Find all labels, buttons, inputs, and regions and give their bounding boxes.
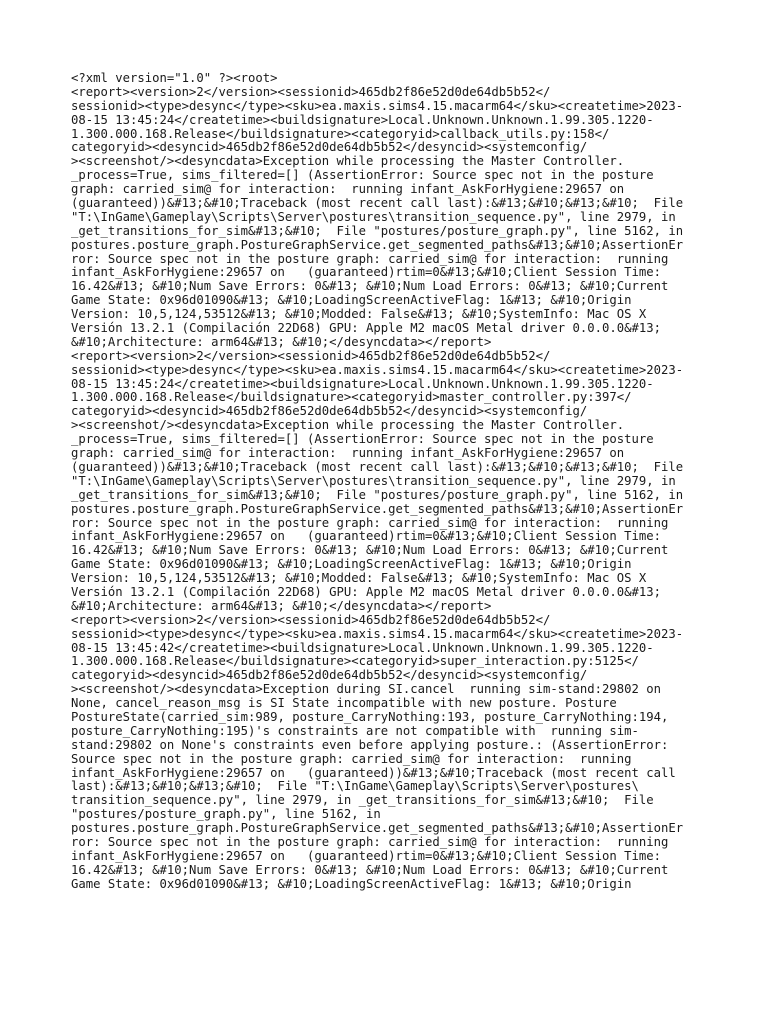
text-line: sessionid><type>desync</type><sku>ea.maxis.sims4.15.macarm64</sku><createtime>2023-	[71, 98, 684, 113]
text-line: 1.300.000.168.Release</buildsignature><categoryid>callback_utils.py:158</	[71, 126, 610, 141]
text-line: ><screenshot/><desyncdata>Exception during SI.cancel running sim-stand:29802 on	[71, 682, 662, 697]
text-line: infant_AskForHygiene:29657 on (guaranteed)rtim=0&#13;&#10;Client Session Time:	[71, 529, 662, 544]
text-line: _process=True, sims_filtered=[] (AssertionError: Source spec not in the posture	[71, 432, 654, 447]
text-line: <report><version>2</version><sessionid>465db2f86e52d0de64db5b52</	[71, 612, 551, 627]
text-line: "T:\InGame\Gameplay\Scripts\Server\postures\transition_sequence.py", line 2979, in	[71, 473, 676, 488]
document-page	[71, 72, 711, 892]
text-line: graph: carried_sim@ for interaction: running infant_AskForHygiene:29657 on	[71, 446, 625, 461]
text-line: sessionid><type>desync</type><sku>ea.maxis.sims4.15.macarm64</sku><createtime>2023-	[71, 362, 684, 377]
text-line: infant_AskForHygiene:29657 on (guaranteed)rtim=0&#13;&#10;Client Session Time:	[71, 265, 662, 280]
text-line: _get_transitions_for_sim&#13;&#10; File "postures/posture_graph.py", line 5162, in	[71, 487, 684, 502]
text-line: 16.42&#13; &#10;Num Save Errors: 0&#13; &#10;Num Load Errors: 0&#13; &#10;Current	[71, 279, 669, 294]
text-line: ><screenshot/><desyncdata>Exception while processing the Master Controller.	[71, 154, 625, 169]
text-line: <report><version>2</version><sessionid>465db2f86e52d0de64db5b52</	[71, 348, 551, 363]
text-line: 1.300.000.168.Release</buildsignature><categoryid>super_interaction.py:5125</	[71, 654, 639, 669]
text-line: categoryid><desyncid>465db2f86e52d0de64db5b52</desyncid><systemconfig/	[71, 140, 588, 155]
text-line: 1.300.000.168.Release</buildsignature><categoryid>master_controller.py:397</	[71, 390, 632, 405]
text-line: Versión 13.2.1 (Compilación 22D68) GPU: Apple M2 macOS Metal driver 0.0.0.0&#13;	[71, 321, 662, 336]
text-line: infant_AskForHygiene:29657 on (guaranteed))&#13;&#10;Traceback (most recent call	[71, 765, 676, 780]
text-line: PostureState(carried_sim:989, posture_CarryNothing:193, posture_CarryNothing:194,	[71, 709, 669, 724]
text-line: Game State: 0x96d01090&#13; &#10;LoadingScreenActiveFlag: 1&#13; &#10;Origin	[71, 876, 632, 891]
text-line: "postures/posture_graph.py", line 5162, in	[71, 807, 381, 822]
text-line: "T:\InGame\Gameplay\Scripts\Server\postures\transition_sequence.py", line 2979, in	[71, 209, 676, 224]
text-line: &#10;Architecture: arm64&#13; &#10;</desyncdata></report>	[71, 334, 492, 349]
text-line: transition_sequence.py", line 2979, in _get_transitions_for_sim&#13;&#10; File	[71, 793, 654, 808]
text-line: ror: Source spec not in the posture graph: carried_sim@ for interaction: running	[71, 834, 669, 849]
text-line: ><screenshot/><desyncdata>Exception while processing the Master Controller.	[71, 418, 625, 433]
text-line: <?xml version="1.0" ?><root>	[71, 71, 278, 85]
text-line: <report><version>2</version><sessionid>465db2f86e52d0de64db5b52</	[71, 84, 551, 99]
text-line: 08-15 13:45:24</createtime><buildsignature>Local.Unknown.Unknown.1.99.305.1220-	[71, 112, 654, 127]
text-line: 16.42&#13; &#10;Num Save Errors: 0&#13; &#10;Num Load Errors: 0&#13; &#10;Current	[71, 862, 669, 877]
text-line: 08-15 13:45:42</createtime><buildsignature>Local.Unknown.Unknown.1.99.305.1220-	[71, 640, 654, 655]
text-line: sessionid><type>desync</type><sku>ea.maxis.sims4.15.macarm64</sku><createtime>2023-	[71, 626, 684, 641]
text-line: stand:29802 on None's constraints even before applying posture.: (AssertionError:	[71, 737, 669, 752]
text-line: postures.posture_graph.PostureGraphService.get_segmented_paths&#13;&#10;AssertionEr	[71, 501, 684, 516]
text-line: 16.42&#13; &#10;Num Save Errors: 0&#13; &#10;Num Load Errors: 0&#13; &#10;Current	[71, 543, 669, 558]
text-line: categoryid><desyncid>465db2f86e52d0de64db5b52</desyncid><systemconfig/	[71, 404, 588, 419]
text-line: (guaranteed))&#13;&#10;Traceback (most recent call last):&#13;&#10;&#13;&#10; File	[71, 196, 684, 211]
text-line: None, cancel_reason_msg is SI State incompatible with new posture. Posture	[71, 696, 617, 711]
text-line: Version: 10,5,124,53512&#13; &#10;Modded: False&#13; &#10;SystemInfo: Mac OS X	[71, 571, 647, 586]
text-line: posture_CarryNothing:195)'s constraints are not compatible with running sim-	[71, 723, 639, 738]
text-line: 08-15 13:45:24</createtime><buildsignature>Local.Unknown.Unknown.1.99.305.1220-	[71, 376, 654, 391]
text-line: infant_AskForHygiene:29657 on (guaranteed)rtim=0&#13;&#10;Client Session Time:	[71, 848, 662, 863]
text-line: Game State: 0x96d01090&#13; &#10;LoadingScreenActiveFlag: 1&#13; &#10;Origin	[71, 293, 632, 308]
text-line: postures.posture_graph.PostureGraphService.get_segmented_paths&#13;&#10;AssertionEr	[71, 237, 684, 252]
text-line: &#10;Architecture: arm64&#13; &#10;</desyncdata></report>	[71, 598, 492, 613]
text-line: Version: 10,5,124,53512&#13; &#10;Modded: False&#13; &#10;SystemInfo: Mac OS X	[71, 307, 647, 322]
text-line: graph: carried_sim@ for interaction: running infant_AskForHygiene:29657 on	[71, 182, 625, 197]
text-line: _get_transitions_for_sim&#13;&#10; File "postures/posture_graph.py", line 5162, in	[71, 223, 684, 238]
text-line: _process=True, sims_filtered=[] (AssertionError: Source spec not in the posture	[71, 168, 654, 183]
text-line: Versión 13.2.1 (Compilación 22D68) GPU: Apple M2 macOS Metal driver 0.0.0.0&#13;	[71, 584, 662, 599]
text-line: categoryid><desyncid>465db2f86e52d0de64db5b52</desyncid><systemconfig/	[71, 668, 588, 683]
text-line: Game State: 0x96d01090&#13; &#10;LoadingScreenActiveFlag: 1&#13; &#10;Origin	[71, 557, 632, 572]
text-line: Source spec not in the posture graph: carried_sim@ for interaction: running	[71, 751, 632, 766]
text-line: last):&#13;&#10;&#13;&#10; File "T:\InGame\Gameplay\Scripts\Server\postures\	[71, 779, 639, 794]
text-line: ror: Source spec not in the posture graph: carried_sim@ for interaction: running	[71, 515, 669, 530]
text-line: (guaranteed))&#13;&#10;Traceback (most recent call last):&#13;&#10;&#13;&#10; File	[71, 459, 684, 474]
text-line: ror: Source spec not in the posture graph: carried_sim@ for interaction: running	[71, 251, 669, 266]
text-line: postures.posture_graph.PostureGraphService.get_segmented_paths&#13;&#10;AssertionEr	[71, 821, 684, 836]
